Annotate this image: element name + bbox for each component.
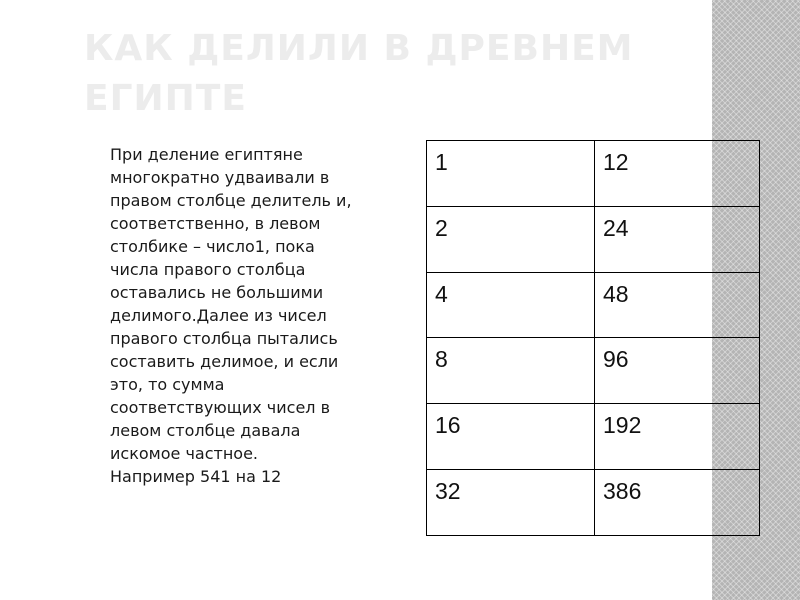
doubling-table [426,140,760,536]
table-cell-left: 4 [427,272,595,338]
table-cell-left: 1 [427,141,595,207]
slide-title: КАК ДЕЛИЛИ В ДРЕВНЕМ ЕГИПТЕ [84,28,634,119]
table-cell-left: 2 [427,206,595,272]
table-cell-right: 96 [595,338,760,404]
table-cell-right: 12 [595,141,760,207]
table-cell-right: 48 [595,272,760,338]
table-cell-left: 16 [427,404,595,470]
table-row [427,470,760,536]
table-cell-left: 32 [427,470,595,536]
slide-body-text: При деление египтяне многократно удваивали в правом столбце делитель и, соответственно, в левом столбике – число1, пока числа правого столбца оставались не большими делимого.Далее из чисел правого столбца пытались составить делимое, и если это, то сумма соответствующих чисел в левом столбце давала искомое частное. Например 541 на 12 [110,145,352,486]
table-row [427,141,760,207]
table-row [427,206,760,272]
table-row [427,404,760,470]
table-row [427,272,760,338]
table-cell-right: 386 [595,470,760,536]
table-cell-right: 192 [595,404,760,470]
table-cell-left: 8 [427,338,595,404]
table-cell-right: 24 [595,206,760,272]
table-row [427,338,760,404]
